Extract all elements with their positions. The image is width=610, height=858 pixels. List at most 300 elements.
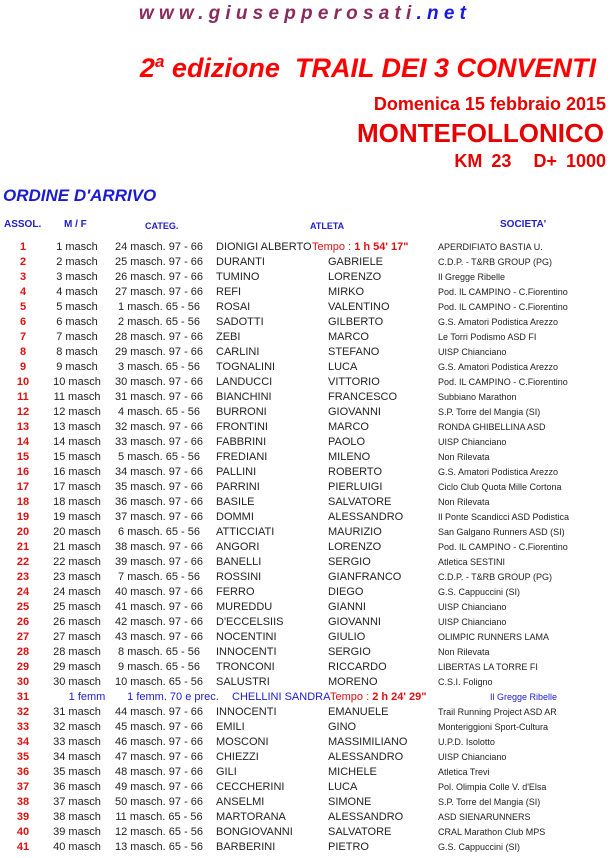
category-rank: 49 masch. 97 - 66: [114, 781, 204, 793]
athlete-surname: DOMMI: [216, 511, 254, 523]
category-rank: 2 masch. 65 - 56: [118, 316, 200, 328]
position: 22: [16, 556, 30, 568]
category-rank: 47 masch. 97 - 66: [114, 751, 204, 763]
athlete-firstname: MIRKO: [328, 286, 365, 298]
category-rank: 9 masch. 65 - 56: [118, 661, 200, 673]
athlete-surname: INNOCENTI: [216, 706, 277, 718]
position: 40: [16, 826, 30, 838]
gender-rank: 26 masch: [53, 616, 101, 628]
category-rank: 25 masch. 97 - 66: [114, 256, 204, 268]
position: 10: [16, 376, 30, 388]
elevation: D+ 1000: [533, 151, 606, 171]
website-url: [0, 3, 610, 25]
athlete-surname: PARRINI: [216, 481, 260, 493]
club: OLIMPIC RUNNERS LAMA: [438, 632, 550, 642]
table-row: [0, 585, 610, 600]
category-rank: 34 masch. 97 - 66: [114, 466, 204, 478]
club: Non Rilevata: [438, 647, 490, 657]
athlete-surname: SADOTTI: [216, 316, 264, 328]
club: Monteriggioni Sport-Cultura: [438, 722, 549, 732]
athlete-firstname: SERGIO: [328, 646, 371, 658]
athlete-firstname: DIEGO: [328, 586, 364, 598]
club: G.S. Amatori Podistica Arezzo: [438, 362, 559, 372]
club: Pod. IL CAMPINO - C.Fiorentino: [438, 302, 568, 312]
athlete-surname: BIANCHINI: [216, 391, 272, 403]
athlete-surname: CHIEZZI: [216, 751, 259, 763]
gender-rank: 7 masch: [56, 331, 98, 343]
position: 35: [16, 751, 30, 763]
position: 11: [17, 391, 29, 403]
col-categ: CATEG.: [145, 221, 179, 231]
category-rank: 39 masch. 97 - 66: [114, 556, 204, 568]
category-rank: 24 masch. 97 - 66: [114, 241, 204, 253]
table-row: [0, 780, 610, 795]
athlete-firstname: VALENTINO: [328, 301, 390, 313]
category-rank: 45 masch. 97 - 66: [114, 721, 204, 733]
athlete-surname: MOSCONI: [216, 736, 269, 748]
table-row: [0, 705, 610, 720]
category-rank: 35 masch. 97 - 66: [114, 481, 204, 493]
gender-rank: 16 masch: [53, 466, 101, 478]
position: 24: [16, 586, 30, 598]
club: UISP Chianciano: [438, 617, 507, 627]
gender-rank: 1 masch: [56, 241, 98, 253]
athlete-firstname: SIMONE: [328, 796, 372, 808]
club: San Galgano Runners ASD (SI): [438, 527, 565, 537]
athlete-firstname: RICCARDO: [328, 661, 387, 673]
gender-rank: 39 masch: [53, 826, 101, 838]
site-domain: www.giusepperosati: [138, 3, 417, 24]
athlete-surname: TRONCONI: [216, 661, 275, 673]
athlete-surname: PALLINI: [216, 466, 257, 478]
athlete-surname: BURRONI: [216, 406, 267, 418]
time-value: 1 h 54' 17": [354, 241, 409, 253]
gender-rank: 30 masch: [53, 676, 101, 688]
col-assol: ASSOL.: [4, 219, 42, 230]
table-row: [0, 570, 610, 585]
col-mf: M / F: [64, 219, 87, 230]
category-rank: 32 masch. 97 - 66: [114, 421, 204, 433]
col-atleta: ATLETA: [310, 221, 345, 231]
athlete-firstname: MARCO: [328, 421, 369, 433]
athlete-firstname: MICHELE: [328, 766, 377, 778]
finish-time: [312, 241, 409, 253]
athlete-firstname: SALVATORE: [328, 826, 392, 838]
club: Trail Running Project ASD AR: [438, 707, 557, 717]
club: C.D.P. - T&RB GROUP (PG): [438, 572, 553, 582]
category-rank: 27 masch. 97 - 66: [114, 286, 204, 298]
table-row: [0, 810, 610, 825]
position: 5: [19, 301, 27, 313]
category-rank: 13 masch. 65 - 56: [114, 841, 204, 853]
table-row: [0, 510, 610, 525]
athlete-firstname: ALESSANDRO: [328, 751, 404, 763]
club: Pod. IL CAMPINO - C.Fiorentino: [438, 287, 568, 297]
event-title: [140, 52, 596, 84]
gender-rank: 21 masch: [53, 541, 101, 553]
finish-time: [330, 691, 427, 703]
position: 14: [16, 436, 30, 448]
position: 28: [16, 646, 30, 658]
category-rank: 6 masch. 65 - 56: [118, 526, 200, 538]
athlete-firstname: MARCO: [328, 331, 369, 343]
gender-rank: 25 masch: [53, 601, 101, 613]
position: 31: [16, 691, 30, 703]
position: 25: [16, 601, 30, 613]
club: UISP Chianciano: [438, 752, 507, 762]
table-row: [0, 300, 610, 315]
table-row: [0, 840, 610, 855]
athlete-firstname: LORENZO: [328, 541, 382, 553]
athlete-surname: CECCHERINI: [216, 781, 285, 793]
table-row: [0, 615, 610, 630]
distance: KM 23: [454, 151, 512, 171]
athlete-surname: DIONIGI ALBERTO: [216, 241, 312, 253]
category-rank: 50 masch. 97 - 66: [114, 796, 204, 808]
time-value: 2 h 24' 29": [372, 691, 427, 703]
table-row: [0, 720, 610, 735]
table-row: [0, 480, 610, 495]
event-distance-info: [454, 151, 606, 172]
position: 6: [19, 316, 27, 328]
position: 7: [19, 331, 27, 343]
athlete-surname: REFI: [216, 286, 242, 298]
col-societa: SOCIETA': [500, 219, 547, 230]
category-rank: 5 masch. 65 - 56: [118, 451, 200, 463]
table-header: [0, 219, 610, 233]
athlete-firstname: PIETRO: [328, 841, 369, 853]
gender-rank: 27 masch: [53, 631, 101, 643]
table-row: [0, 660, 610, 675]
club: Il Gregge Ribelle: [438, 272, 506, 282]
club: Ciclo Club Quota Mille Cortona: [438, 482, 562, 492]
gender-rank: 31 masch: [53, 706, 101, 718]
club: Atletica SESTINI: [438, 557, 506, 567]
table-row: [0, 630, 610, 645]
table-row: [0, 405, 610, 420]
table-row: [0, 450, 610, 465]
table-row: [0, 465, 610, 480]
athlete-firstname: PIERLUIGI: [328, 481, 383, 493]
position: 20: [16, 526, 30, 538]
edition-superscript: a: [154, 52, 165, 71]
athlete-firstname: MORENO: [328, 676, 378, 688]
position: 1: [19, 241, 27, 253]
gender-rank: 29 masch: [53, 661, 101, 673]
position: 29: [16, 661, 30, 673]
time-label: Tempo :: [330, 691, 373, 703]
table-row: [0, 600, 610, 615]
position: 39: [16, 811, 30, 823]
category-rank: 26 masch. 97 - 66: [114, 271, 204, 283]
gender-rank: 14 masch: [53, 436, 101, 448]
position: 41: [16, 841, 30, 853]
club: Il Ponte Scandicci ASD Podistica: [438, 512, 570, 522]
table-row: [0, 765, 610, 780]
athlete-firstname: LUCA: [328, 361, 358, 373]
category-rank: 28 masch. 97 - 66: [114, 331, 204, 343]
position: 17: [16, 481, 30, 493]
category-rank: 1 masch. 65 - 56: [118, 301, 200, 313]
table-row: [0, 750, 610, 765]
club: Non Rilevata: [438, 452, 490, 462]
category-rank: 30 masch. 97 - 66: [114, 376, 204, 388]
club: S.P. Torre del Mangia (SI): [438, 407, 541, 417]
edition-number: 2: [139, 53, 155, 83]
gender-rank: 3 masch: [56, 271, 98, 283]
athlete-firstname: MAURIZIO: [328, 526, 382, 538]
gender-rank: 32 masch: [53, 721, 101, 733]
athlete-firstname: MILENO: [328, 451, 371, 463]
position: 23: [16, 571, 30, 583]
position: 19: [16, 511, 30, 523]
gender-rank: 5 masch: [56, 301, 98, 313]
gender-rank: 38 masch: [53, 811, 101, 823]
athlete-surname: SALUSTRI: [216, 676, 270, 688]
gender-rank: 17 masch: [53, 481, 101, 493]
club: LIBERTAS LA TORRE FI: [438, 662, 538, 672]
athlete-surname: TOGNALINI: [216, 361, 276, 373]
gender-rank: 6 masch: [56, 316, 98, 328]
table-row: [0, 795, 610, 810]
athlete-firstname: GIANNI: [328, 601, 366, 613]
athlete-surname: DURANTI: [216, 256, 265, 268]
club: G.S. Amatori Podistica Arezzo: [438, 317, 559, 327]
category-rank: 44 masch. 97 - 66: [114, 706, 204, 718]
athlete-firstname: GIULIO: [328, 631, 366, 643]
position: 2: [19, 256, 27, 268]
club: Atletica Trevi: [438, 767, 490, 777]
gender-rank: 15 masch: [53, 451, 101, 463]
athlete-surname: INNOCENTI: [216, 646, 277, 658]
table-row: [0, 315, 610, 330]
club: Pol. Olimpia Colle V. d'Elsa: [438, 782, 547, 792]
event-date: Domenica 15 febbraio 2015: [373, 94, 606, 114]
gender-rank: 23 masch: [53, 571, 101, 583]
table-row: [0, 330, 610, 345]
athlete-firstname: VITTORIO: [328, 376, 380, 388]
athlete-firstname: SALVATORE: [328, 496, 392, 508]
club: U.P.D. Isolotto: [438, 737, 495, 747]
athlete-surname: ROSSINI: [216, 571, 262, 583]
athlete-surname: BASILE: [216, 496, 255, 508]
club: G.S. Cappuccini (SI): [438, 587, 521, 597]
section-title: ORDINE D'ARRIVO: [3, 186, 157, 205]
position: 33: [16, 721, 30, 733]
gender-rank: 35 masch: [53, 766, 101, 778]
athlete-firstname: GABRIELE: [328, 256, 384, 268]
position: 30: [16, 676, 30, 688]
table-row: [0, 360, 610, 375]
athlete-surname: BANELLI: [216, 556, 262, 568]
category-rank: 31 masch. 97 - 66: [114, 391, 204, 403]
club: C.D.P. - T&RB GROUP (PG): [438, 257, 553, 267]
athlete-surname: FREDIANI: [216, 451, 268, 463]
gender-rank: 2 masch: [56, 256, 98, 268]
gender-rank: 9 masch: [56, 361, 98, 373]
category-rank: 10 masch. 65 - 56: [114, 676, 204, 688]
table-row: [0, 270, 610, 285]
table-row: [0, 540, 610, 555]
table-row: [0, 675, 610, 690]
athlete-firstname: MASSIMILIANO: [328, 736, 408, 748]
athlete-surname: BONGIOVANNI: [216, 826, 293, 838]
table-row: [0, 735, 610, 750]
time-label: Tempo :: [312, 241, 355, 253]
athlete-surname: FERRO: [216, 586, 255, 598]
position: 34: [16, 736, 30, 748]
athlete-surname: ANGORI: [216, 541, 260, 553]
category-rank: 7 masch. 65 - 56: [118, 571, 200, 583]
category-rank: 29 masch. 97 - 66: [114, 346, 204, 358]
category-rank: 48 masch. 97 - 66: [114, 766, 204, 778]
athlete-firstname: GINO: [328, 721, 357, 733]
athlete-surname: MARTORANA: [216, 811, 286, 823]
category-rank: 43 masch. 97 - 66: [114, 631, 204, 643]
table-row: [0, 825, 610, 840]
position: 3: [19, 271, 27, 283]
results-table: [0, 240, 610, 855]
position: 21: [16, 541, 30, 553]
gender-rank: 22 masch: [53, 556, 101, 568]
athlete-firstname: LORENZO: [328, 271, 382, 283]
table-row: [0, 555, 610, 570]
position: 15: [16, 451, 30, 463]
position: 13: [16, 421, 30, 433]
category-rank: 8 masch. 65 - 56: [118, 646, 200, 658]
gender-rank: 34 masch: [53, 751, 101, 763]
club: UISP Chianciano: [438, 347, 507, 357]
position: 37: [16, 781, 30, 793]
athlete-firstname: ALESSANDRO: [328, 511, 404, 523]
club: Pod. IL CAMPINO - C.Fiorentino: [438, 377, 568, 387]
category-rank: 12 masch. 65 - 56: [114, 826, 204, 838]
club: UISP Chianciano: [438, 602, 507, 612]
table-row: [0, 345, 610, 360]
position: 16: [16, 466, 30, 478]
category-rank: 11 masch. 65 - 56: [115, 811, 203, 823]
category-rank: 36 masch. 97 - 66: [114, 496, 204, 508]
gender-rank: 40 masch: [53, 841, 101, 853]
club: C.S.I. Foligno: [438, 677, 493, 687]
position: 38: [16, 796, 30, 808]
club: APERDIFIATO BASTIA U.: [438, 242, 543, 252]
event-name: TRAIL DEI 3 CONVENTI: [294, 53, 596, 83]
club: RONDA GHIBELLINA ASD: [438, 422, 546, 432]
position: 8: [19, 346, 27, 358]
gender-rank: 24 masch: [53, 586, 101, 598]
table-row: [0, 255, 610, 270]
athlete-firstname: GIOVANNI: [328, 406, 381, 418]
athlete-surname: CARLINI: [216, 346, 260, 358]
position: 18: [16, 496, 30, 508]
athlete-firstname: GIANFRANCO: [328, 571, 402, 583]
table-row: [0, 525, 610, 540]
position: 9: [19, 361, 27, 373]
category-rank: 1 femm. 70 e prec.: [127, 691, 219, 703]
athlete-surname: ROSAI: [216, 301, 251, 313]
athlete-surname: NOCENTINI: [216, 631, 277, 643]
club: Il Gregge Ribelle: [490, 692, 558, 702]
athlete-surname: BARBERINI: [216, 841, 276, 853]
club: G.S. Amatori Podistica Arezzo: [438, 467, 559, 477]
table-row: [0, 375, 610, 390]
gender-rank: 11 masch: [53, 391, 101, 403]
athlete-surname: CHELLINI SANDRA: [232, 691, 331, 703]
athlete-surname: TUMINO: [216, 271, 260, 283]
site-tld: .net: [416, 3, 472, 24]
table-row: [0, 420, 610, 435]
club: UISP Chianciano: [438, 437, 507, 447]
club: CRAL Marathon Club MPS: [438, 827, 546, 837]
gender-rank: 13 masch: [53, 421, 101, 433]
category-rank: 42 masch. 97 - 66: [114, 616, 204, 628]
gender-rank: 20 masch: [53, 526, 101, 538]
club: Le Torri Podismo ASD FI: [438, 332, 537, 342]
table-row: [0, 240, 610, 255]
athlete-surname: FRONTINI: [216, 421, 268, 433]
position: 12: [16, 406, 30, 418]
gender-rank: 12 masch: [53, 406, 101, 418]
table-row: [0, 645, 610, 660]
athlete-firstname: GILBERTO: [328, 316, 384, 328]
table-row: [0, 285, 610, 300]
gender-rank: 4 masch: [56, 286, 98, 298]
club: Pod. IL CAMPINO - C.Fiorentino: [438, 542, 568, 552]
category-rank: 37 masch. 97 - 66: [114, 511, 204, 523]
category-rank: 40 masch. 97 - 66: [114, 586, 204, 598]
position: 26: [16, 616, 30, 628]
category-rank: 3 masch. 65 - 56: [118, 361, 200, 373]
club: ASD SIENARUNNERS: [438, 812, 531, 822]
category-rank: 33 masch. 97 - 66: [114, 436, 204, 448]
athlete-firstname: SERGIO: [328, 556, 371, 568]
athlete-firstname: GIOVANNI: [328, 616, 381, 628]
gender-rank: 36 masch: [53, 781, 101, 793]
gender-rank: 19 masch: [53, 511, 101, 523]
athlete-firstname: LUCA: [328, 781, 358, 793]
table-row: [0, 390, 610, 405]
gender-rank: 10 masch: [53, 376, 101, 388]
athlete-surname: GILI: [216, 766, 237, 778]
athlete-surname: LANDUCCI: [216, 376, 273, 388]
athlete-firstname: STEFANO: [328, 346, 380, 358]
gender-rank: 1 femm: [68, 691, 106, 703]
position: 36: [16, 766, 30, 778]
event-city: MONTEFOLLONICO: [357, 118, 604, 148]
gender-rank: 18 masch: [53, 496, 101, 508]
table-row: [0, 435, 610, 450]
athlete-surname: ANSELMI: [216, 796, 265, 808]
club: S.P. Torre del Mangia (SI): [438, 797, 541, 807]
gender-rank: 28 masch: [53, 646, 101, 658]
gender-rank: 37 masch: [53, 796, 101, 808]
category-rank: 41 masch. 97 - 66: [114, 601, 204, 613]
athlete-surname: D'ECCELSIIS: [216, 616, 284, 628]
gender-rank: 33 masch: [53, 736, 101, 748]
category-rank: 38 masch. 97 - 66: [114, 541, 204, 553]
position: 27: [16, 631, 30, 643]
category-rank: 46 masch. 97 - 66: [114, 736, 204, 748]
table-row: [0, 495, 610, 510]
gender-rank: 8 masch: [56, 346, 98, 358]
athlete-firstname: ROBERTO: [328, 466, 382, 478]
club: Non Rilevata: [438, 497, 490, 507]
position: 4: [19, 286, 27, 298]
athlete-surname: ATTICCIATI: [216, 526, 275, 538]
athlete-firstname: ALESSANDRO: [328, 811, 404, 823]
athlete-surname: EMILI: [216, 721, 245, 733]
